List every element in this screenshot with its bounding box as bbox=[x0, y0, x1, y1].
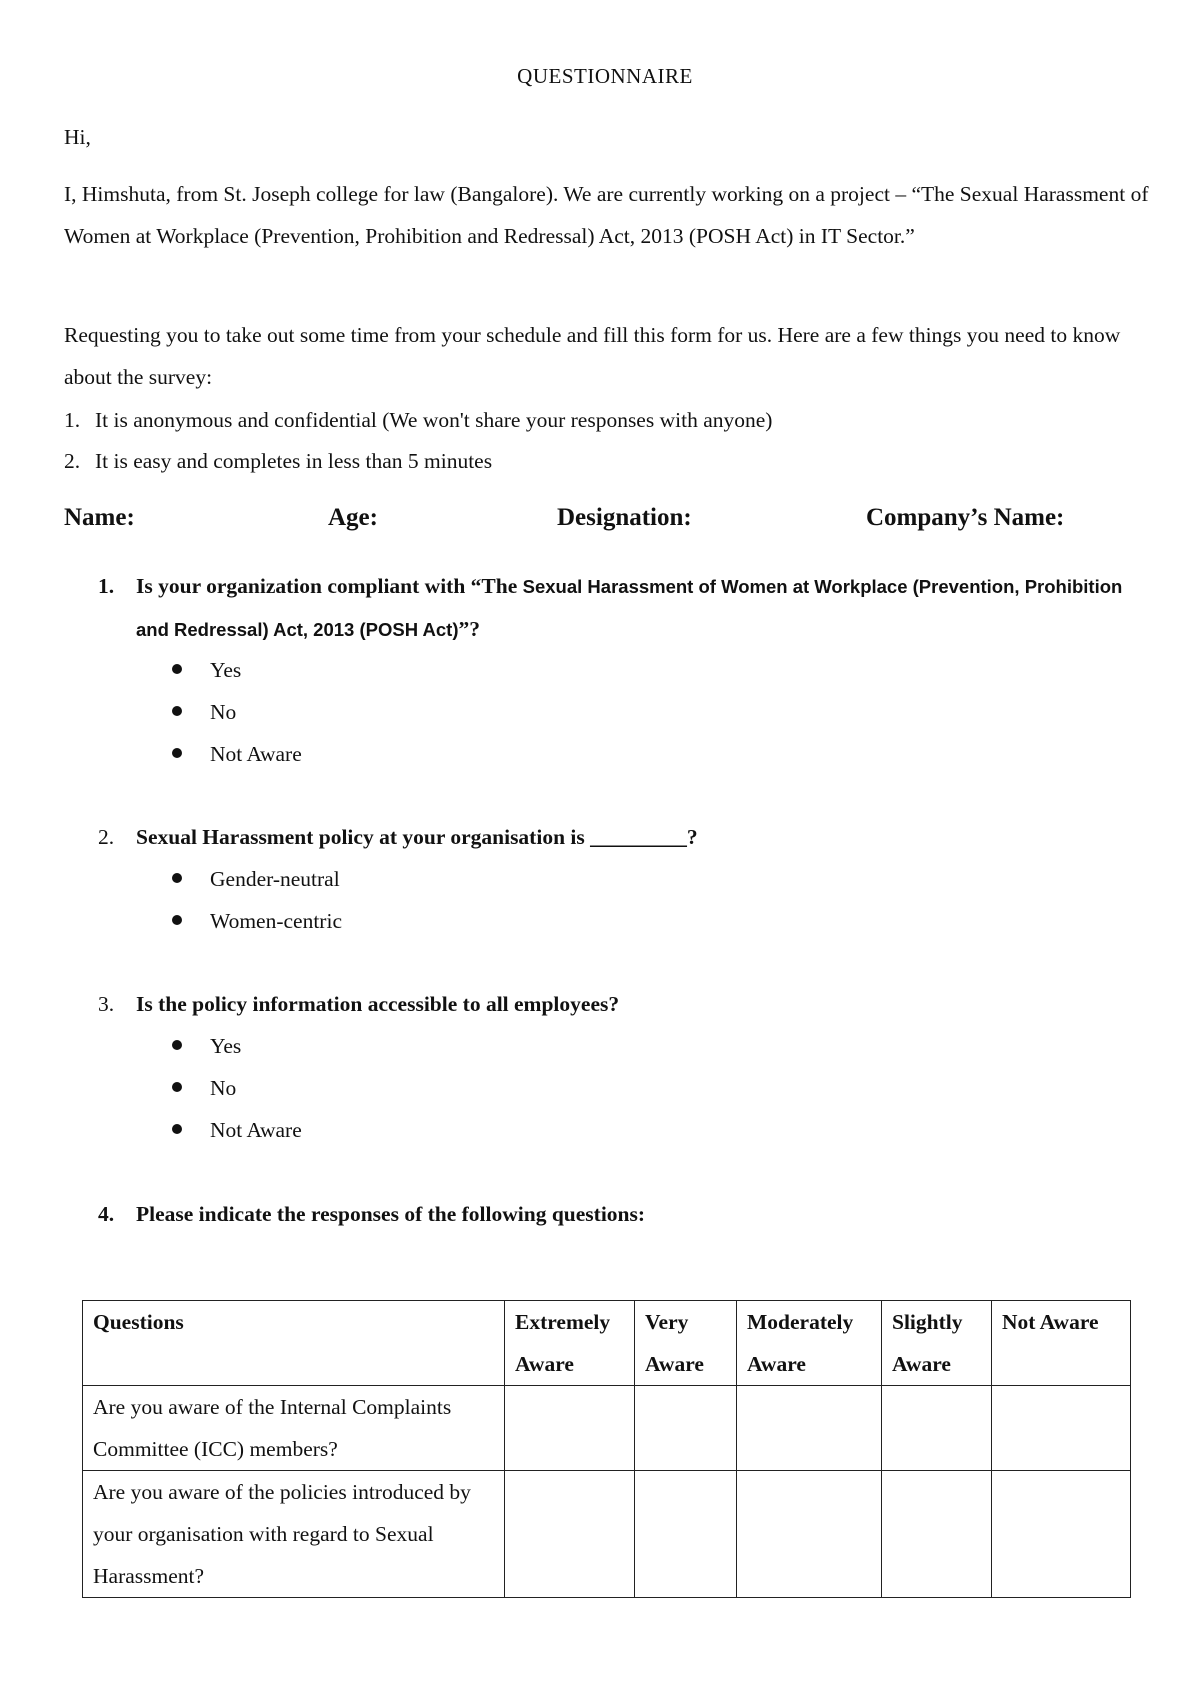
option-label: Not Aware bbox=[210, 742, 302, 766]
survey-point-number: 1. bbox=[64, 408, 81, 432]
question-number: 3. bbox=[98, 992, 115, 1016]
bullet-icon bbox=[172, 1124, 182, 1134]
question-number: 2. bbox=[98, 825, 115, 849]
response-cell-not-aware[interactable] bbox=[992, 1386, 1131, 1471]
greeting: Hi, bbox=[64, 125, 91, 149]
name-field-label[interactable]: Name: bbox=[64, 504, 135, 531]
question-2 bbox=[98, 816, 1138, 858]
question-number: 1. bbox=[98, 574, 115, 598]
option-label: Not Aware bbox=[210, 1118, 302, 1142]
bullet-icon bbox=[172, 915, 182, 925]
question-number: 4. bbox=[98, 1202, 115, 1226]
question-cell: Are you aware of the Internal Complaints Committee (ICC) members? bbox=[83, 1386, 505, 1471]
survey-point bbox=[64, 399, 772, 441]
option-label: Yes bbox=[210, 1034, 242, 1058]
response-cell-not-aware[interactable] bbox=[992, 1471, 1131, 1598]
question-text-start: Is your organization compliant with “The bbox=[136, 574, 523, 598]
bullet-icon bbox=[172, 664, 182, 674]
question-text: Please indicate the responses of the following questions: bbox=[136, 1202, 646, 1226]
bullet-icon bbox=[172, 1082, 182, 1092]
question-text: Sexual Harassment policy at your organisation is _________? bbox=[136, 825, 698, 849]
table-header: Extremely Aware bbox=[505, 1301, 635, 1386]
response-cell-moderately-aware[interactable] bbox=[737, 1471, 882, 1598]
designation-field-label[interactable]: Designation: bbox=[557, 504, 692, 531]
page-title: QUESTIONNAIRE bbox=[517, 64, 693, 88]
question-text-end: ”? bbox=[458, 617, 480, 641]
response-cell-extremely-aware[interactable] bbox=[505, 1471, 635, 1598]
table-header: Moderately Aware bbox=[737, 1301, 882, 1386]
company-name-field-label[interactable]: Company’s Name: bbox=[866, 504, 1065, 531]
table-header: Slightly Aware bbox=[882, 1301, 992, 1386]
bullet-icon bbox=[172, 873, 182, 883]
survey-point-text: It is easy and completes in less than 5 minutes bbox=[95, 449, 493, 473]
response-cell-extremely-aware[interactable] bbox=[505, 1386, 635, 1471]
response-cell-slightly-aware[interactable] bbox=[882, 1386, 992, 1471]
bullet-icon bbox=[172, 748, 182, 758]
bullet-icon bbox=[172, 1040, 182, 1050]
table-header: Not Aware bbox=[992, 1301, 1131, 1386]
table-row bbox=[83, 1471, 1131, 1598]
option-label: Gender-neutral bbox=[210, 867, 340, 891]
table-header-row bbox=[83, 1301, 1131, 1386]
table-row bbox=[83, 1386, 1131, 1471]
request-paragraph: Requesting you to take out some time from your schedule and fill this form for us. Here are a few things you need to know about the survey: bbox=[64, 323, 1121, 389]
response-cell-moderately-aware[interactable] bbox=[737, 1386, 882, 1471]
age-field-label[interactable]: Age: bbox=[328, 504, 378, 531]
question-text bbox=[136, 565, 1138, 651]
table-header: Very Aware bbox=[635, 1301, 737, 1386]
respondent-fields bbox=[64, 504, 1164, 544]
survey-point-text: It is anonymous and confidential (We won't share your responses with anyone) bbox=[95, 408, 773, 432]
question-1 bbox=[98, 565, 1138, 651]
response-cell-slightly-aware[interactable] bbox=[882, 1471, 992, 1598]
survey-point bbox=[64, 440, 492, 482]
question-cell: Are you aware of the policies introduced by your organisation with regard to Sexual Harassment? bbox=[83, 1471, 505, 1598]
option-label: Women-centric bbox=[210, 909, 342, 933]
question-4 bbox=[98, 1193, 1138, 1235]
question-text: Is the policy information accessible to all employees? bbox=[136, 992, 620, 1016]
question-act-name: Sexual Harassment of Women at Workplace (Prevention, Prohibition and Redressal) Act, 2013 (POSH Act) bbox=[136, 576, 1123, 640]
bullet-icon bbox=[172, 706, 182, 716]
awareness-table bbox=[82, 1300, 1131, 1598]
intro-paragraph: I, Himshuta, from St. Joseph college for law (Bangalore). We are currently working on a project – “The Sexual Harassment of Women at Workplace (Prevention, Prohibition and Redressal) Act, 2013 (POSH Act) in IT Sector.” bbox=[64, 182, 1149, 248]
option-label: No bbox=[210, 1076, 237, 1100]
response-cell-very-aware[interactable] bbox=[635, 1386, 737, 1471]
response-cell-very-aware[interactable] bbox=[635, 1471, 737, 1598]
option-label: Yes bbox=[210, 658, 242, 682]
table-header: Questions bbox=[83, 1301, 505, 1386]
survey-point-number: 2. bbox=[64, 449, 81, 473]
option-label: No bbox=[210, 700, 237, 724]
question-3 bbox=[98, 983, 1138, 1025]
